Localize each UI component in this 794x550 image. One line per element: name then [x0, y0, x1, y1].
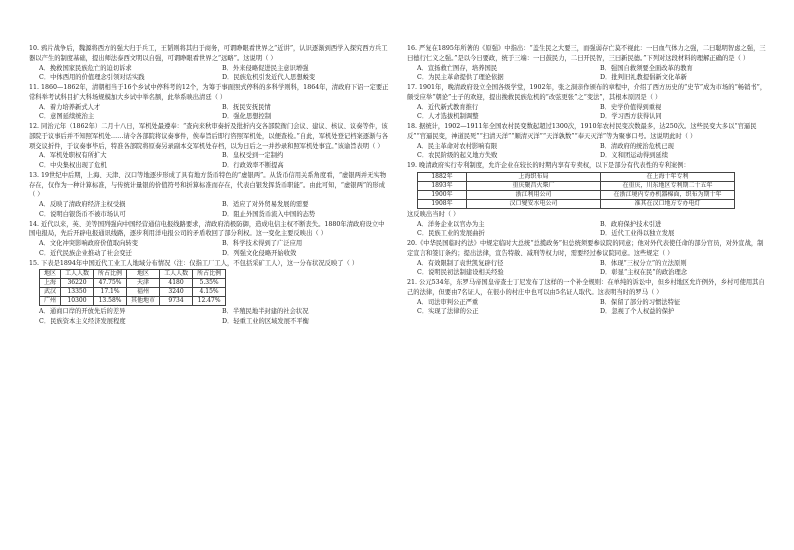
options: [29, 103, 389, 123]
option-a[interactable]: A．司法审判公正严重: [417, 298, 479, 306]
option-b[interactable]: B．科学技术得到了广泛应用: [222, 240, 303, 247]
header-cell: 地区: [40, 270, 61, 279]
table-cell: 10300: [61, 297, 94, 306]
left-column: [29, 44, 389, 327]
question-18: [407, 122, 767, 161]
option-a[interactable]: A．有效限制了袁世凯复辟行径: [417, 259, 504, 267]
option-c[interactable]: C．为民主革命提供了理论依据: [417, 74, 504, 82]
question-10: [29, 44, 389, 83]
option-d[interactable]: D．轻重工业的区域发展不平衡: [222, 318, 309, 325]
table-cell: 重庆聚昌火柴厂: [467, 181, 601, 190]
option-c[interactable]: C．说明民初法制建设相关经验: [417, 269, 504, 277]
options: [29, 200, 389, 220]
table-cell: 准其在汉口地方专办电灯: [601, 199, 735, 208]
options: [407, 103, 767, 123]
option-a[interactable]: A．着力培养新式人才: [39, 103, 101, 111]
header-cell: 所占比例: [193, 270, 226, 279]
table-cell: 上海: [40, 279, 61, 288]
option-c[interactable]: C．民族工业的发展曲折: [417, 230, 485, 238]
options: [407, 142, 767, 162]
table-cell: 广州: [40, 297, 61, 306]
header-cell: 工人人数: [160, 270, 193, 279]
question-stem: 20.《中华民国临时约法》中规定临时大总统“总揽政务”但总统须要参议院的同意；他对外代表使任命的部分官员，对外宣战，制定宣言和签订条约；提出法律，宣告特赦、减刑等权力时，需要经过参议院同意。这些规定（ ）: [407, 240, 764, 257]
option-d[interactable]: D．民族危机引发近代人思想蜕变: [222, 74, 316, 82]
option-c[interactable]: C．中体西用的价值理念引领对话实践: [39, 74, 145, 82]
option-d[interactable]: D．彰显“主权在民”的政治理念: [600, 269, 688, 277]
option-c[interactable]: C．意图延续统治主: [39, 113, 95, 121]
option-d[interactable]: D．阻止外国货币流入中国的态势: [222, 210, 316, 218]
option-b[interactable]: B．强国自救须要全面改革的教育: [600, 64, 693, 72]
table-row: [40, 288, 226, 297]
question-stem: 19. 晚清政府实行专利制度，允许企业在较长的时期内享有专卖权，以下是部分有代表性的专利案例：: [407, 162, 690, 169]
table-row: [418, 190, 735, 199]
table-row: [418, 172, 735, 181]
option-a[interactable]: A．反映了清政府经济主权受损: [39, 201, 126, 208]
option-c[interactable]: C．说明白银货币不被市场认可: [39, 210, 126, 218]
option-b[interactable]: B．保留了部分的习惯法特征: [600, 298, 681, 306]
table-cell: 浙江利用公司: [467, 190, 601, 199]
option-a[interactable]: A．民主革命对农村影响有限: [417, 142, 498, 150]
table-cell: 1893年: [418, 181, 467, 190]
question-13: [29, 171, 389, 220]
question-stem: 12. 同治元年（1862年）二月十八日，军机处最遵奉：“查向来秋审奏折及批折内交各部院衙门会议、建议、核议、议奏等件，该部院于议事后并不知照军机处……请令各部院将议奏事件，俟奉旨后即行咨照军机处，以便查检。”自此，军机处登记档案逐渐与各项交议折件，于议奏事毕后，特准各部院将原奏另录副本交军机处存档，以为日后之一并抄录和照军机处事宜。”该谕旨表明（ ）: [29, 123, 388, 150]
table-cell: 5.35%: [193, 279, 226, 288]
table-cell: 9734: [160, 297, 193, 306]
header-cell: 所占比例: [94, 270, 127, 279]
option-b[interactable]: B．体现“三权分立”的立法原则: [600, 259, 687, 267]
option-b[interactable]: B．适应了对外贸易发展的需要: [222, 201, 309, 208]
question-14: [29, 220, 389, 259]
question-stem: 14. 近代以来，英、美等国列强向中国经营通信电报线路要求，清政府消极防御，造成电信主权不断丧失。1880年清政府设立中国电报局，先后开辟电报通讯线路，逐步利用洋电报公司的矛盾收回了部分利权。这一变化主要反映出（ ）: [29, 220, 385, 238]
option-d[interactable]: D．学习西方获得认同: [600, 113, 662, 121]
table-row: [40, 279, 226, 288]
question-17: [407, 83, 767, 122]
option-a[interactable]: A．宣扬救亡图存，培养国民: [417, 64, 498, 72]
table-cell: 3240: [160, 288, 193, 297]
option-a[interactable]: A．通商口岸的开放先后的差异: [39, 308, 126, 316]
option-b[interactable]: B．政府保护技术引进: [600, 220, 662, 228]
question-stem: 21. 公元534年，东罗马帝国皇帝查士丁尼发布了这样的一个补全规则：在单纯的诉讼中，但乡村地区允许例外，乡村可使用其自己的法律，但要由7名证人，在很小的村庄中也可以由5名证人取代。这表明当时的罗马（ ）: [407, 279, 765, 296]
option-c[interactable]: C．实现了法律的公正: [417, 308, 479, 316]
table-cell: 12.47%: [193, 297, 226, 306]
worker-distribution-table: [39, 269, 226, 306]
option-a[interactable]: A．文化冲突影响政府价值取向转变: [39, 240, 139, 247]
option-b[interactable]: B．半殖民地半封建的社会状况: [222, 308, 309, 316]
option-a[interactable]: A．军机处职权有所扩大: [39, 152, 107, 160]
table-cell: 上海织布局: [467, 172, 601, 181]
options: [407, 298, 767, 318]
option-d[interactable]: D．强化思想控制: [222, 113, 272, 121]
option-c[interactable]: C．民族资本主义经济发展程度: [39, 318, 126, 325]
table-row: [40, 297, 226, 306]
options: [407, 259, 767, 279]
question-16: [407, 44, 767, 83]
option-d[interactable]: D．近代工业得以独立发展: [600, 230, 675, 238]
table-cell: 36220: [61, 279, 94, 288]
options: [407, 64, 767, 84]
table-cell: 17.1%: [94, 288, 127, 297]
option-b[interactable]: B．皇权受到一定制约: [222, 152, 284, 160]
option-d[interactable]: D．批判旧礼教提倡新文化革新: [600, 74, 687, 82]
table-cell: 13.58%: [94, 297, 127, 306]
option-d[interactable]: D．行政效率不断提高: [222, 162, 284, 169]
table-row: [418, 181, 735, 190]
option-b[interactable]: B．抚民安抚民情: [222, 103, 271, 111]
header-cell: 工人人数: [61, 270, 94, 279]
table-row: [418, 199, 735, 208]
table-cell: 13350: [61, 288, 94, 297]
question-stem: 13. 19世纪中后期，上海、天津、汉口等地逐步形成了具有地方货币特色的“虚银两”。从货币信用关系角度看，“虚银两并无实物存在，仅作为一种计算标准，与传统计量银的价值符号和折算标准而存在，代表白银发挥货币职能”。由此可知，“虚银两”的形成（ ）: [29, 171, 387, 199]
question-19: [407, 161, 767, 239]
question-11: [29, 83, 389, 122]
question-12: [29, 122, 389, 171]
question-stem: 11. 1860—1862年，清朝相当于16个乡试中停科考的12个，为筹于事面照式停科的多科学则科，1864年，清政府下诏一定要正常科举考试科目扩大科场规模加大乡试中举名额，此举系映出清廷（ ）: [29, 84, 389, 101]
table-cell: 1900年: [418, 190, 467, 199]
table-cell: 在浙江境内专办机器棉面，织布为期十年: [601, 190, 735, 199]
option-b[interactable]: B．外来侵略促进民主意识增强: [222, 64, 309, 72]
question-stem: 10. 鸦片战争后，魏源将西方的强大归于兵工，王韬则将其归于商务，可谓睁眼看世界之“近讲”，认识逐渐到西学入探究西方兵工器以产生的制度基础，提出师法泰西文明以自强，可谓睁眼看世界之“远略”。这说明（ ）: [29, 45, 388, 62]
option-c[interactable]: C．近代民族企业推动了社会变迁: [39, 249, 132, 257]
option-a[interactable]: A．洋务企业以官办为主: [417, 220, 485, 228]
options: [29, 307, 389, 327]
option-b[interactable]: B．史学价值得到重视: [600, 103, 662, 111]
question-stem: 15. 下表是1894年中国近代工业工人地域分布情况（注：仅指工厂工人，不包括采矿工人），这一分布状况反映了（ ）: [29, 259, 359, 267]
table-cell: 武汉: [40, 288, 61, 297]
question-stem: 17. 1901年，晚清政府设立全国各级学堂，1902年，张之洞亲作颁布的章程中，介绍了西方历史的“史节”成为市场的“畅销书”，颇受应举“朝论”士子的欢迎，提出挽救民族危机的“改弦更张”之“变法”，其根本原因是（ ）: [407, 84, 767, 101]
table-cell: 天津: [127, 279, 160, 288]
question-20: [407, 239, 767, 278]
question-stem: 18. 据统计，1902—1911年全国农村民变数起超过1300次，1910年农村民变次数最多，达250次。这些民变大多以“官逼民反”“官逼民变，神道民死”“扫清天洋”“顺清灭洋”“天洋孰数”“奉天灭洋”等为聚事口号。这说明此时（ ）: [407, 123, 757, 140]
table-cell: 在上海十年专利: [601, 172, 735, 181]
table-cell: 汉口燮安水电公司: [467, 199, 601, 208]
question-stem: 16. 严复在1895年所著的《原强》中指出：“盖生民之大要三，而强弱存亡莫不视此：一曰血气体力之强，二曰聪明智虑之强，三曰德行仁义之强。”是以今日要政，统于三端：一曰鼓民力，二曰开民智，三曰新民德。”下列对这段材料的理解正确的是（ ）: [407, 45, 766, 62]
question-21: [407, 278, 767, 317]
table-cell: 47.75%: [94, 279, 127, 288]
options: [407, 220, 767, 240]
table-cell: 1882年: [418, 172, 467, 181]
table-cell: 其他地市: [127, 297, 160, 306]
table-cell: 4.15%: [193, 288, 226, 297]
option-c[interactable]: C．人才选拔机制调整: [417, 113, 479, 121]
header-cell: 地区: [127, 270, 160, 279]
right-column: [407, 44, 767, 317]
options: [29, 151, 389, 171]
table-cell: 1908年: [418, 199, 467, 208]
question-15: [29, 259, 389, 327]
option-d[interactable]: D．列强文化侵略开始收敛: [222, 249, 297, 257]
table-cell: 4180: [160, 279, 193, 288]
table-cell: 在重庆，川东地区专利期二十五年: [601, 181, 735, 190]
option-d[interactable]: D．义和团运动得到延续: [600, 152, 669, 160]
options: [29, 64, 389, 84]
option-b[interactable]: B．清政府的统治危机已现: [600, 142, 674, 150]
option-a[interactable]: A．近代新式教育推行: [417, 103, 479, 111]
table-header-row: [40, 270, 226, 279]
option-c[interactable]: C．中央集权出现了危机: [39, 162, 107, 169]
options: [29, 239, 389, 259]
option-c[interactable]: C．农民阶级的起义地方失败: [417, 152, 498, 160]
option-a[interactable]: A．挽救国家民族危亡的迫切诉求: [39, 64, 132, 72]
table-cell: 福州: [127, 288, 160, 297]
option-d[interactable]: D．忽视了个人权益的保护: [600, 308, 675, 316]
question-tail: 这反映出当时（ ）: [407, 210, 460, 218]
patent-cases-table: [417, 172, 735, 209]
